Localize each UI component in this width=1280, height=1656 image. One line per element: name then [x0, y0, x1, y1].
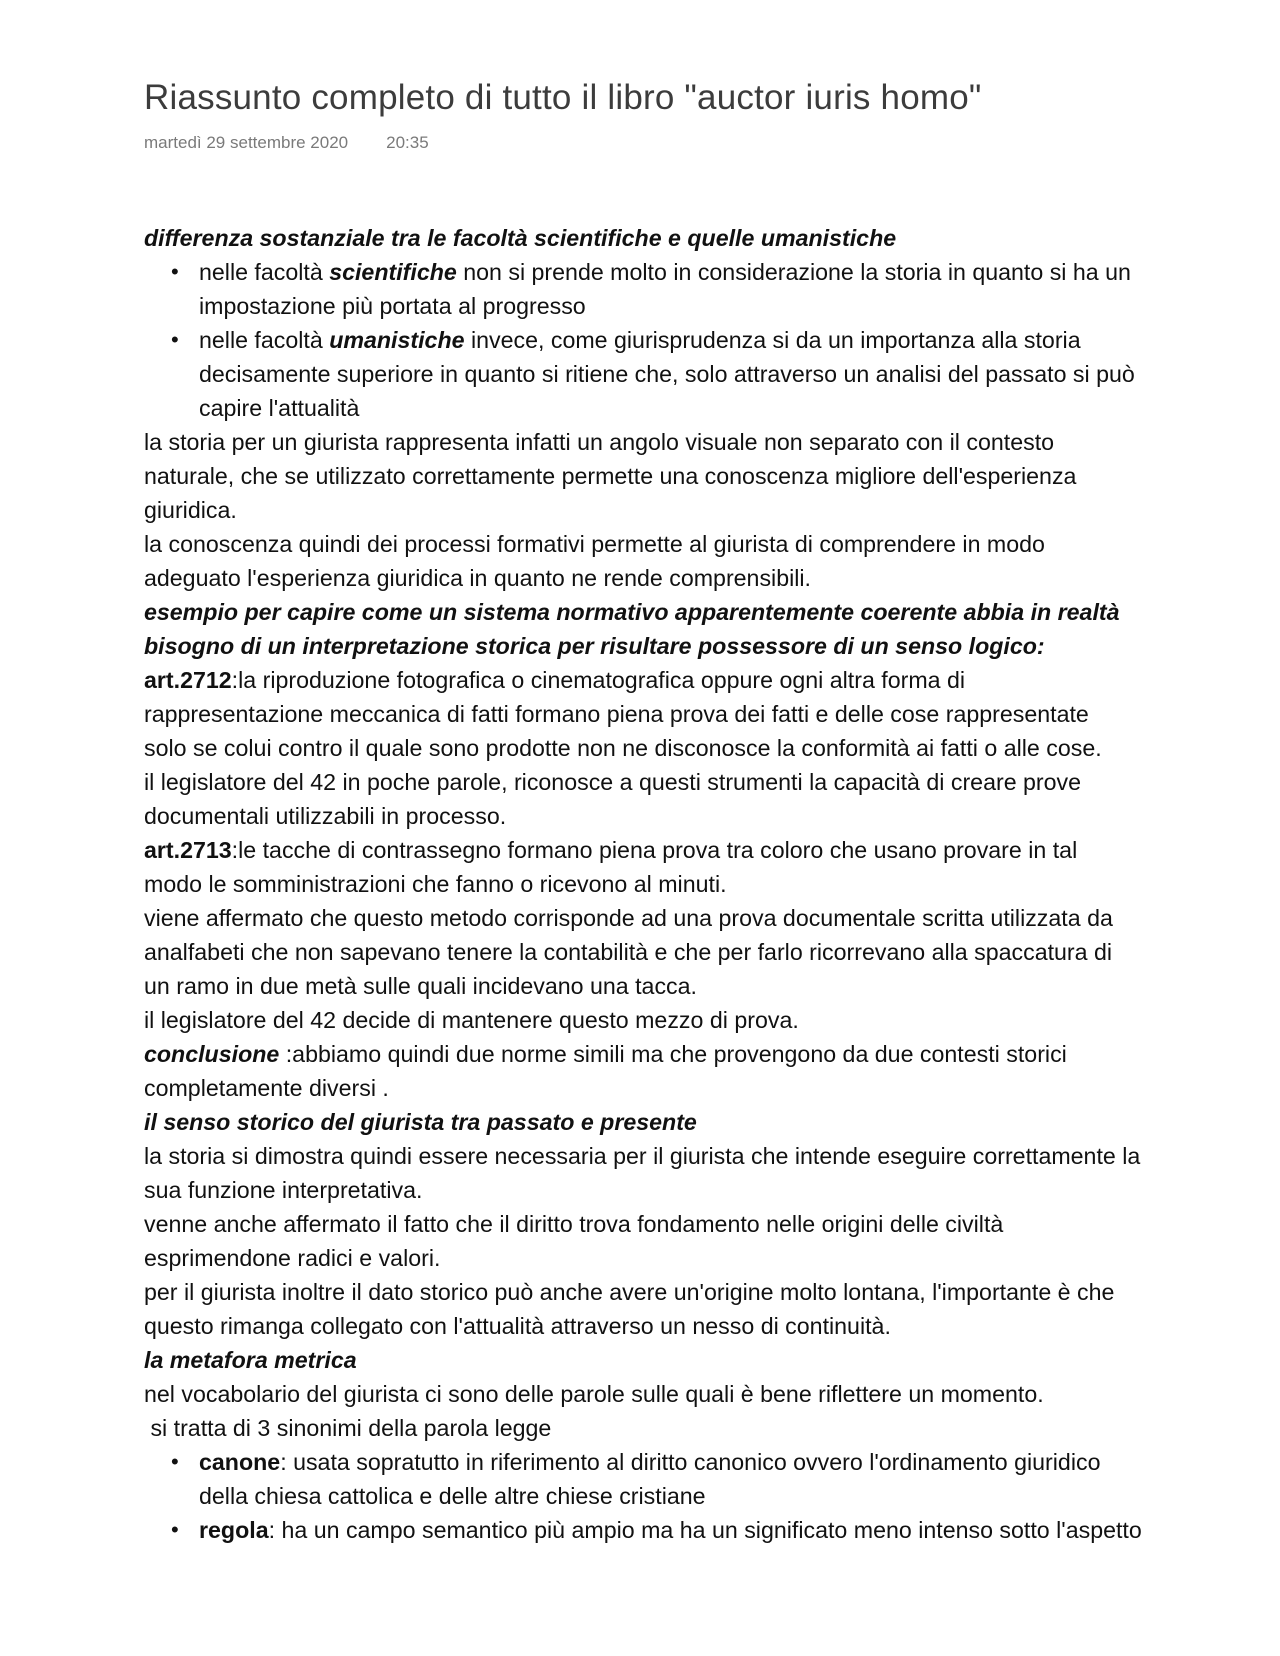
paragraph: venne anche affermato il fatto che il diritto trova fondamento nelle origini delle civiltà esprimendone radici e valori.: [144, 1211, 1004, 1271]
paragraph-art-2712: art.2712:la riproduzione fotografica o cinematografica oppure ogni altra forma di rappresentazione meccanica di fatti formano piena prova dei fatti e delle cose rappresentate solo se colui contro il quale sono prodotte non ne disconosce la conformità ai fatti o alle cose.: [144, 667, 1102, 761]
paragraph: il legislatore del 42 decide di mantenere questo mezzo di prova.: [144, 1007, 799, 1033]
list-item: • nelle facoltà scientifiche non si prende molto in considerazione la storia in quanto si ha un impostazione più portata al progresso: [144, 255, 1259, 323]
bullet-list-sinonimi: [144, 1445, 1259, 1547]
list-item: • regola: ha un campo semantico più ampio ma ha un significato meno intenso sotto l'aspetto: [144, 1513, 1259, 1547]
note-date: martedì 29 settembre 2020: [144, 133, 349, 152]
paragraph: si tratta di 3 sinonimi della parola legge: [144, 1415, 552, 1441]
paragraph: il legislatore del 42 in poche parole, riconosce a questi strumenti la capacità di creare prove documentali utilizzabili in processo.: [144, 769, 1082, 829]
note-time: 20:35: [386, 133, 429, 152]
conclusione-label: conclusione: [144, 1041, 280, 1067]
bullet-icon: •: [171, 327, 179, 352]
paragraph: la storia si dimostra quindi essere necessaria per il giurista che intende eseguire correttamente la sua funzione interpretativa.: [144, 1143, 1141, 1203]
list-item: • nelle facoltà umanistiche invece, come giurisprudenza si da un importanza alla storia decisamente superiore in quanto si ritiene che, solo attraverso un analisi del passato si può capire l'attualità: [144, 323, 1259, 425]
paragraph: la storia per un giurista rappresenta infatti un angolo visuale non separato con il contesto naturale, che se utilizzato correttamente permette una conoscenza migliore dell'esperienza giuridica.: [144, 429, 1077, 523]
section-heading-esempio: esempio per capire come un sistema normativo apparentemente coerente abbia in realtà bisogno di un interpretazione storica per risultare possessore di un senso logico:: [144, 599, 1120, 659]
section-heading-senso-storico: il senso storico del giurista tra passato e presente: [144, 1109, 697, 1135]
paragraph-art-2713: art.2713:le tacche di contrassegno formano piena prova tra coloro che usano provare in tal modo le somministrazioni che fanno o ricevono al minuti.: [144, 837, 1078, 897]
page-title: Riassunto completo di tutto il libro "auctor iuris homo": [144, 78, 982, 117]
emphasis-scientifiche: scientifiche: [329, 259, 457, 285]
bullet-icon: •: [171, 1517, 179, 1542]
paragraph: per il giurista inoltre il dato storico può anche avere un'origine molto lontana, l'importante è che questo rimanga collegato con l'attualità attraverso un nesso di continuità.: [144, 1279, 1115, 1339]
term-regola: regola: [199, 1517, 269, 1543]
paragraph-conclusione: conclusione :abbiamo quindi due norme simili ma che provengono da due contesti storici completamente diversi .: [144, 1041, 1067, 1101]
bullet-icon: •: [171, 259, 179, 284]
term-canone: canone: [199, 1449, 281, 1475]
paragraph: la conoscenza quindi dei processi formativi permette al giurista di comprendere in modo adeguato l'esperienza giuridica in quanto ne rende comprensibili.: [144, 531, 1045, 591]
list-item: • canone: usata sopratutto in riferimento al diritto canonico ovvero l'ordinamento giuridico della chiesa cattolica e delle altre chiese cristiane: [144, 1445, 1259, 1513]
section-heading-differenza: differenza sostanziale tra le facoltà scientifiche e quelle umanistiche: [144, 225, 897, 251]
bullet-list-facolta: [144, 255, 1259, 425]
paragraph: nel vocabolario del giurista ci sono delle parole sulle quali è bene riflettere un momento.: [144, 1381, 1044, 1407]
section-heading-metafora: la metafora metrica: [144, 1347, 357, 1373]
paragraph: viene affermato che questo metodo corrisponde ad una prova documentale scritta utilizzata da analfabeti che non sapevano tenere la contabilità e che per farlo ricorrevano alla spaccatura di un ramo in due metà sulle quali incidevano una tacca.: [144, 905, 1113, 999]
article-label-2712: art.2712: [144, 667, 232, 693]
bullet-icon: •: [171, 1449, 179, 1474]
emphasis-umanistiche: umanistiche: [329, 327, 465, 353]
note-timestamp: [144, 133, 429, 153]
article-label-2713: art.2713: [144, 837, 232, 863]
note-body: [144, 221, 1259, 1547]
